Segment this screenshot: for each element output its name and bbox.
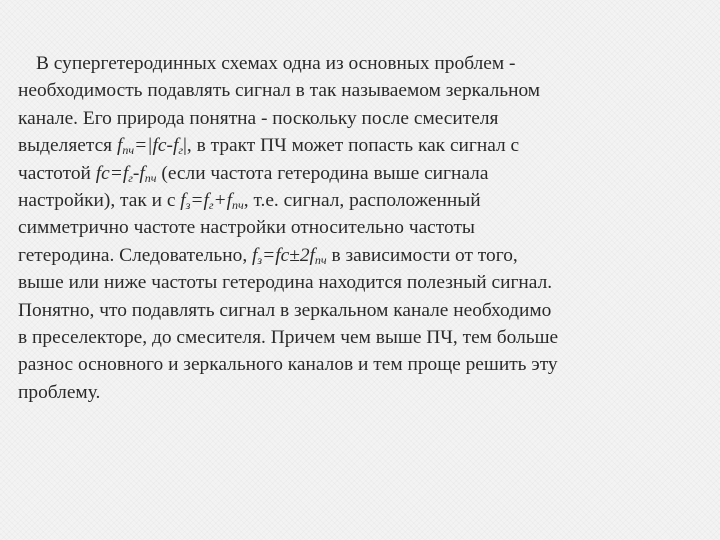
formula-operator: = [190,190,204,212]
formula-subscript: г [128,170,133,185]
formula-subscript: г [178,143,184,158]
text-line-11: в преселекторе, до смесителя. Причем чем выше ПЧ, тем больше [18,327,559,349]
text-line-10: Понятно, что подавлять сигнал в зеркальном канале необходимо [18,299,552,321]
formula-operator: + [213,190,227,212]
formula-symbol: fc=f [95,162,129,184]
body-paragraph [18,50,698,406]
formula-subscript: з [257,252,263,267]
text-segment: (если частота гетеродина выше сигнала [156,162,489,184]
text-segment: частотой [18,162,96,184]
formula-operator: =fc±2 [262,244,310,266]
text-line-9: выше или ниже частоты гетеродина находится полезный сигнал. [18,272,553,294]
formula-symbol: f [252,244,258,266]
formula-symbol: f [309,244,315,266]
text-line-7: симметрично частоте настройки относительно частоты [18,217,475,239]
text-line-4 [18,132,698,159]
text-line-12: разнос основного и зеркального каналов и тем проще решить эту [18,354,558,376]
formula-symbol: fc-f [152,135,179,157]
formula-subscript: пч [144,170,157,185]
text-line-1: В супергетеродинных схемах одна из основных проблем - [36,53,516,74]
text-line-13: проблему. [18,381,101,403]
text-line-3: канале. Его природа понятна - поскольку после смесителя [18,107,499,129]
text-line-2: необходимость подавлять сигнал в так называемом зеркальном [18,80,541,102]
text-segment: , т.е. сигнал, расположенный [243,190,481,212]
text-line-5 [18,160,698,187]
formula-operator: - [132,162,140,184]
text-line-6 [18,187,698,214]
formula-symbol: f [226,190,233,212]
text-line-8 [18,242,698,269]
formula-symbol: f [203,190,209,212]
text-segment: |, в тракт ПЧ может попасть как сигнал с [183,135,520,157]
text-segment: гетеродина. Следовательно, [18,244,253,266]
formula-subscript: пч [122,143,135,158]
text-segment: настройки), так и с [18,190,181,212]
text-segment: выделяется [18,135,117,157]
formula-symbol: f [180,190,186,212]
formula-subscript: з [185,198,191,213]
formula-symbol: f [116,135,123,157]
formula-symbol: f [139,162,145,184]
formula-subscript: пч [232,198,244,213]
text-segment: в зависимости от того, [326,244,518,266]
formula-operator: =| [134,135,153,157]
formula-subscript: пч [314,252,327,267]
formula-subscript: г [208,198,214,213]
